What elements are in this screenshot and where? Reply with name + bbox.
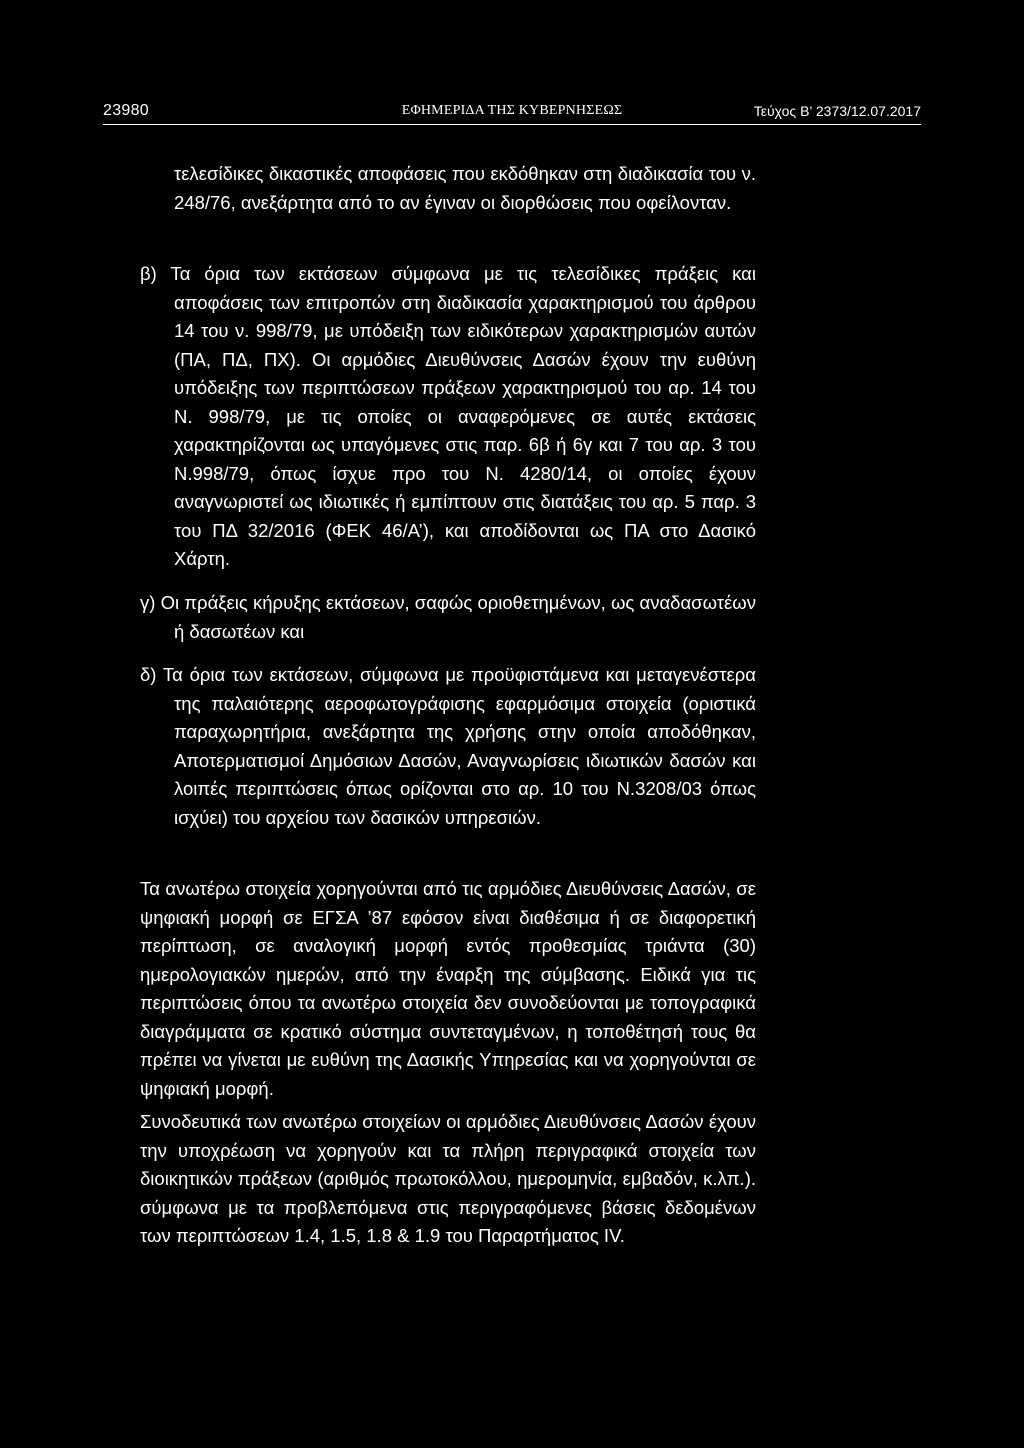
continuation-paragraph: τελεσίδικες δικαστικές αποφάσεις που εκδόθηκαν στη διαδικασία του ν. 248/76, ανεξάρτητα από το αν έγιναν οι διορθώσεις που οφείλονταν. — [174, 163, 756, 213]
list-item-b: β) Τα όρια των εκτάσεων σύμφωνα με τις τελεσίδικες πράξεις και αποφάσεις των επιτροπών στη διαδικασία χαρακτηρισμού του άρθρου 14 του ν. 998/79, με υπόδειξη των ειδικότερων χαρακτηρισμών αυτών (ΠΑ, ΠΔ, ΠΧ). Οι αρμόδιες Διευθύνσεις Δασών έχουν την ευθύνη υπόδειξης των περιπτώσεων πράξεων χαρακτηρισμού του αρ. 14 του Ν. 998/79, με τις οποίες οι αναφερόμενες σε αυτές εκτάσεις χαρακτηρίζονται ως υπαγόμενες στις παρ. 6β ή 6γ και 7 του αρ. 3 του Ν.998/79, όπως ίσχυε προ του Ν. 4280/14, οι οποίες έχουν αναγνωριστεί ως ιδιωτικές ή εμπίπτουν στις διατάξεις του αρ. 5 παρ. 3 του ΠΔ 32/2016 (ΦΕΚ 46/Α’), και αποδίδονται ως ΠΑ στο Δασικό Χάρτη. — [140, 263, 756, 569]
list-item-d: δ) Τα όρια των εκτάσεων, σύμφωνα με προϋφιστάμενα και μεταγενέστερα της παλαιότερης αεροφωτογράφισης εφαρμόσιμα στοιχεία (οριστικά παραχωρητήρια, ανεξάρτητα της χρήσης στην οποία αποδόθηκαν, Αποτερματισμοί Δημόσιων Δασών, Αναγνωρίσεις ιδιωτικών δασών και λοιπές περιπτώσεις όπως ορίζονται στο αρ. 10 του Ν.3208/03 όπως ισχύει) του αρχείου των δασικών υπηρεσιών. — [140, 664, 756, 828]
list-item-c: γ) Οι πράξεις κήρυξης εκτάσεων, σαφώς οριοθετημένων, ως αναδασωτέων ή δασωτέων και — [140, 592, 756, 642]
body-paragraph-2: Συνοδευτικά των ανωτέρω στοιχείων οι αρμόδιες Διευθύνσεις Δασών έχουν την υποχρέωση να χορηγούν και τα πλήρη περιγραφικά στοιχεία των διοικητικών πράξεων (αριθμός πρωτοκόλλου, ημερομηνία, εμβαδόν, κ.λπ.). σύμφωνα με τα προβλεπόμενα στις περιγραφόμενες βάσεις δεδομένων των περιπτώσεων 1.4, 1.5, 1.8 & 1.9 του Παραρτήματος IV. — [140, 1111, 756, 1246]
page-header — [103, 98, 921, 125]
issue-reference: Τεύχος Β’ 2373/12.07.2017 — [753, 103, 921, 119]
body-paragraph-1: Τα ανωτέρω στοιχεία χορηγούνται από τις αρμόδιες Διευθύνσεις Δασών, σε ψηφιακή μορφή σε ΕΓΣΑ ’87 εφόσον είναι διαθέσιμα ή σε διαφορετική περίπτωση, σε αναλογική μορφή εντός προθεσμίας τριάντα (30) ημερολογιακών ημερών, από την έναρξη της σύμβασης. Ειδικά για τις περιπτώσεις όπου τα ανωτέρω στοιχεία δεν συνοδεύονται με τοπογραφικά διαγράμματα σε κρατικό σύστημα συντεταγμένων, η τοποθέτησή τους θα πρέπει να γίνεται με ευθύνη της Δασικής Υπηρεσίας και να χορηγούνται σε ψηφιακή μορφή. — [140, 878, 756, 1099]
journal-title: ΕΦΗΜΕΡΙΔΑ ΤΗΣ ΚΥΒΕΡΝΗΣΕΩΣ — [401, 103, 623, 118]
page-number: 23980 — [103, 102, 149, 119]
